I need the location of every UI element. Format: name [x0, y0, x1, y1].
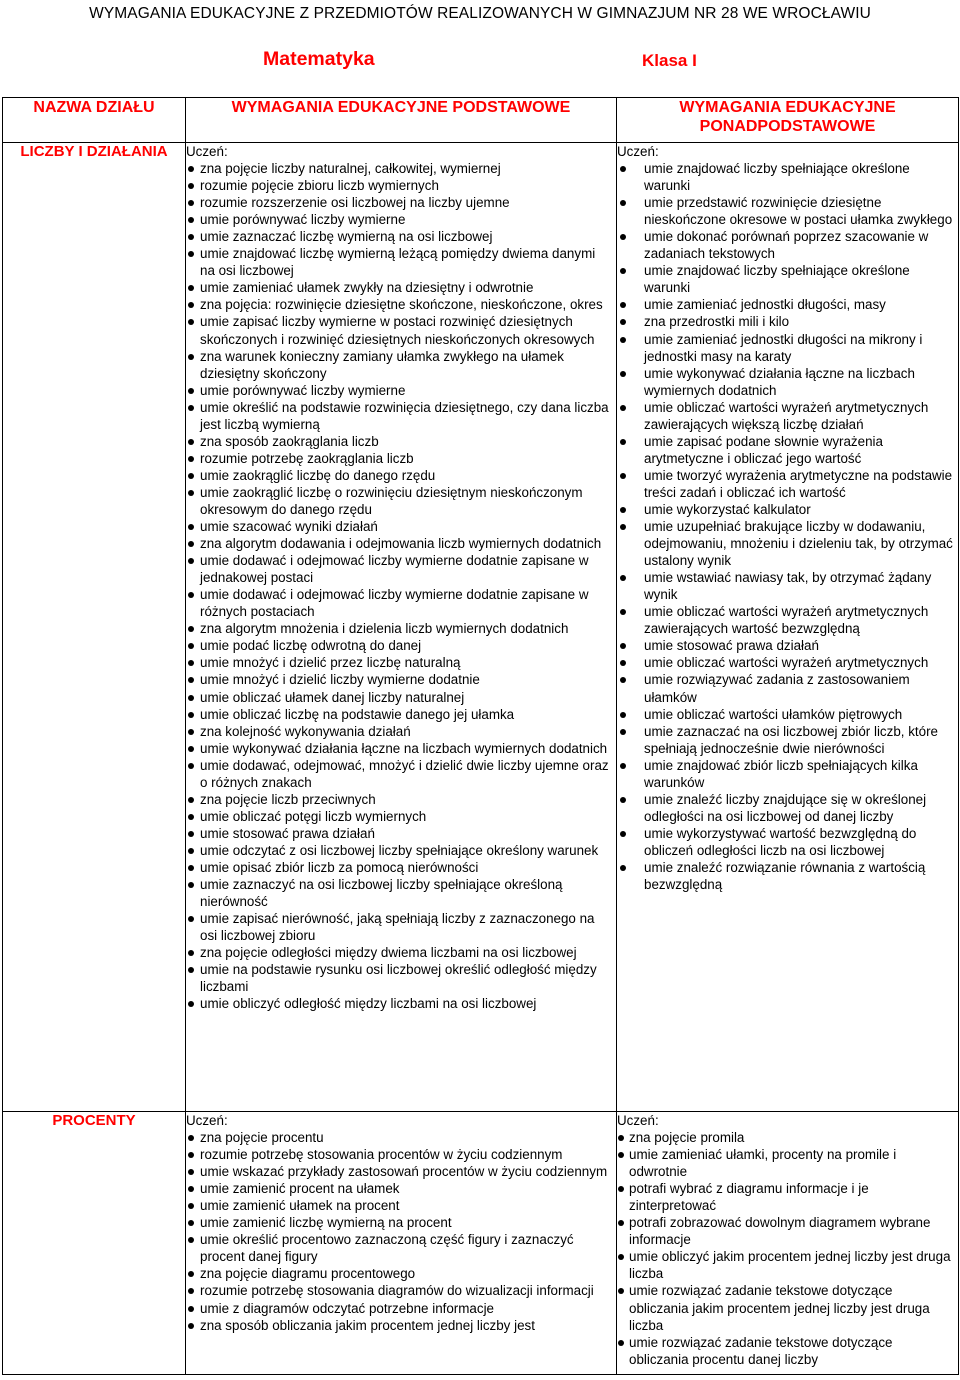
- requirement-item: umie uzupełniać brakujące liczby w dodawaniu, odejmowaniu, mnożeniu i dzieleniu tak, by otrzymać ustalony wynik: [617, 518, 958, 569]
- requirement-item: umie wykorzystywać wartość bezwzględną do obliczeń odległości liczb na osi liczbowej: [617, 825, 958, 859]
- requirement-item: rozumie pojęcie zbioru liczb wymiernych: [186, 177, 616, 194]
- requirement-item: umie wskazać przykłady zastosowań procentów w życiu codziennym: [186, 1163, 616, 1180]
- requirement-item: umie dodawać i odejmować liczby wymierne dodatnie zapisane w jednakowej postaci: [186, 552, 616, 586]
- requirement-item: umie rozwiązać zadanie tekstowe dotyczące obliczania procentu danej liczby: [617, 1334, 958, 1368]
- requirement-item: umie obliczać wartości wyrażeń arytmetycznych: [617, 654, 958, 671]
- requirement-item: rozumie rozszerzenie osi liczbowej na liczby ujemne: [186, 194, 616, 211]
- requirement-item: rozumie potrzebę zaokrąglania liczb: [186, 450, 616, 467]
- requirement-item: umie rozwiązać zadanie tekstowe dotyczące obliczania jakim procentem jednej liczby jest druga liczba: [617, 1282, 958, 1333]
- requirement-item: zna kolejność wykonywania działań: [186, 723, 616, 740]
- requirement-item: zna pojęcie liczb przeciwnych: [186, 791, 616, 808]
- requirements-table: [2, 97, 959, 1375]
- table-header-row: [3, 98, 959, 143]
- advanced-requirements-cell: [617, 143, 959, 1112]
- requirement-item: umie zamieniać jednostki długości, masy: [617, 296, 958, 313]
- student-intro-label: Uczeń:: [186, 144, 228, 159]
- requirement-item: umie znaleźć liczby znajdujące się w określonej odległości na osi liczbowej od danej liczby: [617, 791, 958, 825]
- requirement-item: umie zamieniać ułamki, procenty na promile i odwrotnie: [617, 1146, 958, 1180]
- requirement-item: umie wykorzystać kalkulator: [617, 501, 958, 518]
- requirement-item: potrafi zobrazować dowolnym diagramem wybrane informacje: [617, 1214, 958, 1248]
- basic-requirements-cell: [186, 143, 617, 1112]
- requirement-item: umie zaokrąglić liczbę do danego rzędu: [186, 467, 616, 484]
- requirement-item: rozumie potrzebę stosowania procentów w życiu codziennym: [186, 1146, 616, 1163]
- requirement-item: umie obliczać ułamek danej liczby naturalnej: [186, 689, 616, 706]
- requirement-item: umie obliczać wartości wyrażeń arytmetycznych zawierających wartość bezwzględną: [617, 603, 958, 637]
- requirement-item: zna pojęcia: rozwinięcie dziesiętne skończone, nieskończone, okres: [186, 296, 616, 313]
- requirement-item: umie szacować wyniki działań: [186, 518, 616, 535]
- requirement-item: zna warunek konieczny zamiany ułamka zwykłego na ułamek dziesiętny skończony: [186, 348, 616, 382]
- requirement-item: umie obliczyć jakim procentem jednej liczby jest druga liczba: [617, 1248, 958, 1282]
- requirement-item: zna algorytm mnożenia i dzielenia liczb wymiernych dodatnich: [186, 620, 616, 637]
- subject-title: Matematyka: [263, 48, 375, 70]
- requirement-item: umie zaokrąglić liczbę o rozwinięciu dziesiętnym nieskończonym okresowym do danego rzędu: [186, 484, 616, 518]
- requirement-item: umie znaleźć rozwiązanie równania z wartością bezwzględną: [617, 859, 958, 893]
- requirement-item: umie tworzyć wyrażenia arytmetyczne na podstawie treści zadań i obliczać ich wartość: [617, 467, 958, 501]
- class-label: Klasa I: [642, 51, 697, 70]
- requirement-item: potrafi wybrać z diagramu informacje i je zinterpretować: [617, 1180, 958, 1214]
- requirement-item: umie zamienić liczbę wymierną na procent: [186, 1214, 616, 1231]
- requirement-item: rozumie potrzebę stosowania diagramów do wizualizacji informacji: [186, 1282, 616, 1299]
- requirement-item: umie obliczać wartości wyrażeń arytmetycznych zawierających większą liczbę działań: [617, 399, 958, 433]
- student-intro-label: Uczeń:: [617, 1113, 659, 1128]
- basic-requirements-list: [186, 160, 616, 1012]
- requirement-item: umie na podstawie rysunku osi liczbowej określić odległość między liczbami: [186, 961, 616, 995]
- requirement-item: umie porównywać liczby wymierne: [186, 211, 616, 228]
- requirement-item: umie zamienić ułamek na procent: [186, 1197, 616, 1214]
- requirement-item: umie dokonać porównań poprzez szacowanie w zadaniach tekstowych: [617, 228, 958, 262]
- requirement-item: umie znajdować liczby spełniające określone warunki: [617, 262, 958, 296]
- requirement-item: zna algorytm dodawania i odejmowania liczb wymiernych dodatnich: [186, 535, 616, 552]
- requirement-item: umie znajdować zbiór liczb spełniających kilka warunków: [617, 757, 958, 791]
- requirement-item: umie podać liczbę odwrotną do danej: [186, 637, 616, 654]
- requirement-item: umie zamienić procent na ułamek: [186, 1180, 616, 1197]
- advanced-requirements-list: [617, 1129, 958, 1368]
- student-intro-label: Uczeń:: [186, 1113, 228, 1128]
- advanced-requirements-cell: [617, 1112, 959, 1375]
- section-name-liczby: LICZBY I DZIAŁANIA: [3, 143, 186, 1112]
- column-header-section: NAZWA DZIAŁU: [3, 98, 186, 143]
- requirement-item: umie obliczyć odległość między liczbami na osi liczbowej: [186, 995, 616, 1012]
- requirement-item: zna pojęcie promila: [617, 1129, 958, 1146]
- requirement-item: umie wykonywać działania łączne na liczbach wymiernych dodatnich: [186, 740, 616, 757]
- requirement-item: umie znajdować liczby spełniające określone warunki: [617, 160, 958, 194]
- basic-requirements-cell: [186, 1112, 617, 1375]
- requirement-item: umie zapisać nierówność, jaką spełniają liczby z zaznaczonego na osi liczbowej zbioru: [186, 910, 616, 944]
- requirement-item: umie rozwiązywać zadania z zastosowaniem ułamków: [617, 671, 958, 705]
- requirement-item: umie z diagramów odczytać potrzebne informacje: [186, 1300, 616, 1317]
- requirement-item: zna sposób obliczania jakim procentem jednej liczby jest: [186, 1317, 616, 1334]
- column-header-advanced: WYMAGANIA EDUKACYJNE PONADPODSTAWOWE: [617, 98, 959, 143]
- requirement-item: umie zamieniać jednostki długości na mikrony i jednostki masy na karaty: [617, 331, 958, 365]
- requirement-item: umie mnożyć i dzielić liczby wymierne dodatnie: [186, 671, 616, 688]
- requirement-item: zna pojęcie odległości między dwiema liczbami na osi liczbowej: [186, 944, 616, 961]
- column-header-basic: WYMAGANIA EDUKACYJNE PODSTAWOWE: [186, 98, 617, 143]
- requirement-item: umie zaznaczać na osi liczbowej zbiór liczb, które spełniają jednocześnie dwie nierówności: [617, 723, 958, 757]
- requirement-item: umie zaznaczyć na osi liczbowej liczby spełniające określoną nierówność: [186, 876, 616, 910]
- basic-requirements-list: [186, 1129, 616, 1334]
- requirement-item: umie stosować prawa działań: [186, 825, 616, 842]
- requirement-item: zna przedrostki mili i kilo: [617, 313, 958, 330]
- requirement-item: umie przedstawić rozwinięcie dziesiętne nieskończone okresowe w postaci ułamka zwykłego: [617, 194, 958, 228]
- requirement-item: umie zaznaczać liczbę wymierną na osi liczbowej: [186, 228, 616, 245]
- requirement-item: zna sposób zaokrąglania liczb: [186, 433, 616, 450]
- requirement-item: umie opisać zbiór liczb za pomocą nierówności: [186, 859, 616, 876]
- requirement-item: zna pojęcie liczby naturalnej, całkowitej, wymiernej: [186, 160, 616, 177]
- requirement-item: umie określić procentowo zaznaczoną część figury i zaznaczyć procent danej figury: [186, 1231, 616, 1265]
- requirement-item: umie obliczać potęgi liczb wymiernych: [186, 808, 616, 825]
- requirement-item: umie porównywać liczby wymierne: [186, 382, 616, 399]
- requirement-item: zna pojęcie diagramu procentowego: [186, 1265, 616, 1282]
- document-header-title: WYMAGANIA EDUKACYJNE Z PRZEDMIOTÓW REALIZOWANYCH W GIMNAZJUM NR 28 WE WROCŁAWIU: [89, 5, 871, 22]
- requirement-item: umie dodawać i odejmować liczby wymierne dodatnie zapisane w różnych postaciach: [186, 586, 616, 620]
- requirement-item: umie dodawać, odejmować, mnożyć i dzielić dwie liczby ujemne oraz o różnych znakach: [186, 757, 616, 791]
- table-row-procenty: [3, 1112, 959, 1375]
- advanced-requirements-list: [617, 160, 958, 893]
- requirement-item: umie stosować prawa działań: [617, 637, 958, 654]
- requirement-item: umie odczytać z osi liczbowej liczby spełniające określony warunek: [186, 842, 616, 859]
- requirement-item: umie wykonywać działania łączne na liczbach wymiernych dodatnich: [617, 365, 958, 399]
- requirement-item: umie znajdować liczbę wymierną leżącą pomiędzy dwiema danymi na osi liczbowej: [186, 245, 616, 279]
- requirement-item: umie obliczać wartości ułamków piętrowych: [617, 706, 958, 723]
- requirement-item: zna pojęcie procentu: [186, 1129, 616, 1146]
- table-row-liczby: [3, 143, 959, 1112]
- requirement-item: umie zapisać liczby wymierne w postaci rozwinięć dziesiętnych skończonych i rozwinięć dziesiętnych nieskończonych okresowych: [186, 313, 616, 347]
- student-intro-label: Uczeń:: [617, 144, 659, 159]
- requirement-item: umie zamieniać ułamek zwykły na dziesiętny i odwrotnie: [186, 279, 616, 296]
- requirement-item: umie mnożyć i dzielić przez liczbę naturalną: [186, 654, 616, 671]
- requirement-item: umie zapisać podane słownie wyrażenia arytmetyczne i obliczać jego wartość: [617, 433, 958, 467]
- section-name-procenty: PROCENTY: [3, 1112, 186, 1375]
- requirement-item: umie obliczać liczbę na podstawie danego jej ułamka: [186, 706, 616, 723]
- requirement-item: umie wstawiać nawiasy tak, by otrzymać żądany wynik: [617, 569, 958, 603]
- requirement-item: umie określić na podstawie rozwinięcia dziesiętnego, czy dana liczba jest liczbą wymierną: [186, 399, 616, 433]
